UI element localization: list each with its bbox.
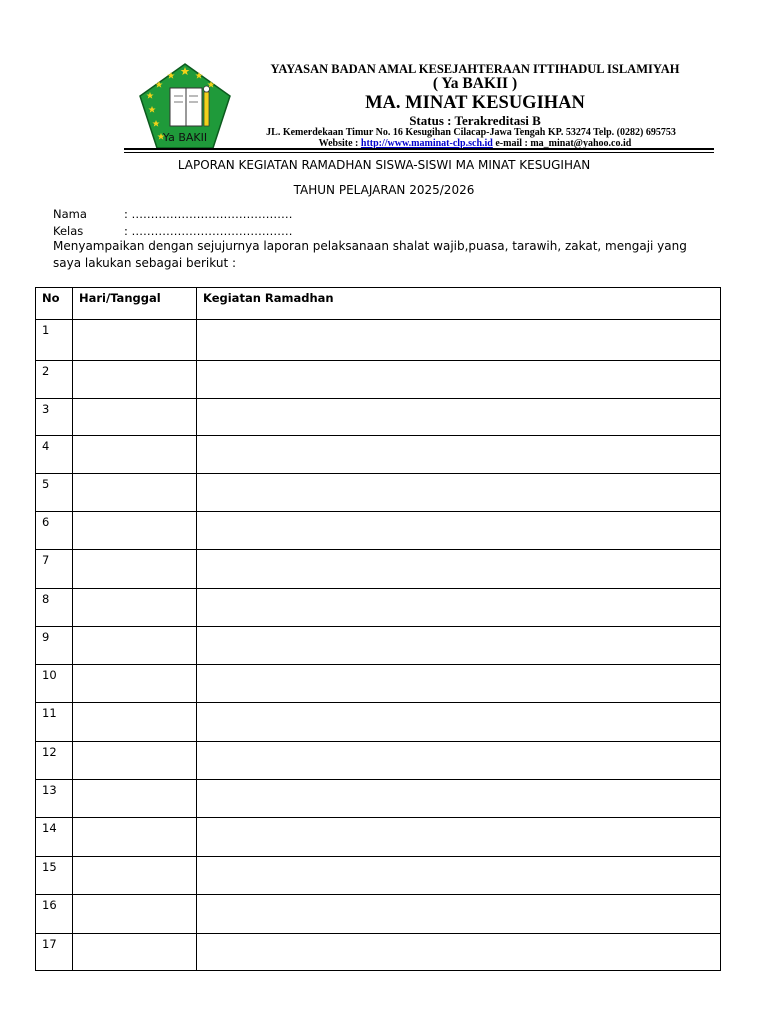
table-row <box>36 512 721 550</box>
row-number: 4 <box>36 436 73 474</box>
header-rule-thin <box>124 152 714 153</box>
row-number: 12 <box>36 742 73 780</box>
activity-cell[interactable] <box>197 818 721 857</box>
header-rule-thick <box>124 148 714 150</box>
table-row <box>36 436 721 474</box>
row-number: 6 <box>36 512 73 550</box>
statement-text: Menyampaikan dengan sejujurnya laporan pelaksanaan shalat wajib,puasa, tarawih, zakat, mengaji yang saya lakukan sebagai berikut : <box>53 239 687 270</box>
class-field: : …………………………………… <box>124 224 293 238</box>
activity-cell[interactable] <box>197 589 721 627</box>
row-number: 7 <box>36 550 73 589</box>
table-row <box>36 895 721 934</box>
table-row <box>36 589 721 627</box>
table-row <box>36 703 721 742</box>
table-row <box>36 665 721 703</box>
date-cell[interactable] <box>73 627 197 665</box>
header-activity: Kegiatan Ramadhan <box>197 288 721 320</box>
school-address: JL. Kemerdekaan Timur No. 16 Kesugihan Cilacap-Jawa Tengah KP. 53274 Telp. (0282) 695753 <box>266 127 676 138</box>
date-cell[interactable] <box>73 320 197 361</box>
row-number: 17 <box>36 934 73 971</box>
activity-table <box>35 287 721 971</box>
row-number: 14 <box>36 818 73 857</box>
date-cell[interactable] <box>73 703 197 742</box>
foundation-name: YAYASAN BADAN AMAL KESEJAHTERAAN ITTIHADUL ISLAMIYAH <box>270 62 680 76</box>
table-row <box>36 550 721 589</box>
school-name: MA. MINAT KESUGIHAN <box>365 93 585 113</box>
header-no: No <box>36 288 73 320</box>
email-text: e-mail : ma_minat@yahoo.co.id <box>492 138 632 149</box>
table-row <box>36 818 721 857</box>
date-cell[interactable] <box>73 895 197 934</box>
row-number: 1 <box>36 320 73 361</box>
website-label: Website : <box>318 138 361 149</box>
date-cell[interactable] <box>73 474 197 512</box>
date-cell[interactable] <box>73 589 197 627</box>
activity-cell[interactable] <box>197 742 721 780</box>
name-field: : …………………………………… <box>124 207 293 221</box>
date-cell[interactable] <box>73 857 197 895</box>
activity-cell[interactable] <box>197 703 721 742</box>
table-row <box>36 320 721 361</box>
header-date: Hari/Tanggal <box>73 288 197 320</box>
ya-bakii-logo <box>138 62 232 150</box>
activity-cell[interactable] <box>197 474 721 512</box>
activity-cell[interactable] <box>197 436 721 474</box>
activity-cell[interactable] <box>197 934 721 971</box>
accreditation-status: Status : Terakreditasi B <box>409 113 541 128</box>
row-number: 3 <box>36 399 73 436</box>
date-cell[interactable] <box>73 742 197 780</box>
table-row <box>36 361 721 399</box>
short-name: ( Ya BAKII ) <box>432 75 518 92</box>
table-row <box>36 627 721 665</box>
row-number: 15 <box>36 857 73 895</box>
activity-cell[interactable] <box>197 665 721 703</box>
date-cell[interactable] <box>73 399 197 436</box>
date-cell[interactable] <box>73 361 197 399</box>
row-number: 16 <box>36 895 73 934</box>
date-cell[interactable] <box>73 818 197 857</box>
activity-cell[interactable] <box>197 780 721 818</box>
date-cell[interactable] <box>73 436 197 474</box>
row-number: 11 <box>36 703 73 742</box>
activity-cell[interactable] <box>197 399 721 436</box>
date-cell[interactable] <box>73 512 197 550</box>
logo-text: Ya BAKII <box>162 131 208 144</box>
school-year: TAHUN PELAJARAN 2025/2026 <box>293 183 475 197</box>
table-header-row <box>36 288 721 320</box>
class-label: Kelas <box>53 224 84 238</box>
date-cell[interactable] <box>73 665 197 703</box>
row-number: 10 <box>36 665 73 703</box>
website-link[interactable]: http://www.maminat-clp.sch.id <box>360 138 493 149</box>
report-title: LAPORAN KEGIATAN RAMADHAN SISWA-SISWI MA MINAT KESUGIHAN <box>177 158 591 172</box>
activity-cell[interactable] <box>197 512 721 550</box>
table-row <box>36 780 721 818</box>
table-row <box>36 742 721 780</box>
table-body <box>36 320 721 971</box>
activity-cell[interactable] <box>197 361 721 399</box>
table-row <box>36 857 721 895</box>
activity-cell[interactable] <box>197 895 721 934</box>
date-cell[interactable] <box>73 550 197 589</box>
row-number: 13 <box>36 780 73 818</box>
activity-cell[interactable] <box>197 550 721 589</box>
row-number: 9 <box>36 627 73 665</box>
date-cell[interactable] <box>73 934 197 971</box>
table-row <box>36 399 721 436</box>
date-cell[interactable] <box>73 780 197 818</box>
row-number: 8 <box>36 589 73 627</box>
row-number: 5 <box>36 474 73 512</box>
table-row <box>36 474 721 512</box>
activity-cell[interactable] <box>197 627 721 665</box>
name-label: Nama <box>53 207 87 221</box>
table-row <box>36 934 721 971</box>
activity-cell[interactable] <box>197 857 721 895</box>
activity-cell[interactable] <box>197 320 721 361</box>
row-number: 2 <box>36 361 73 399</box>
